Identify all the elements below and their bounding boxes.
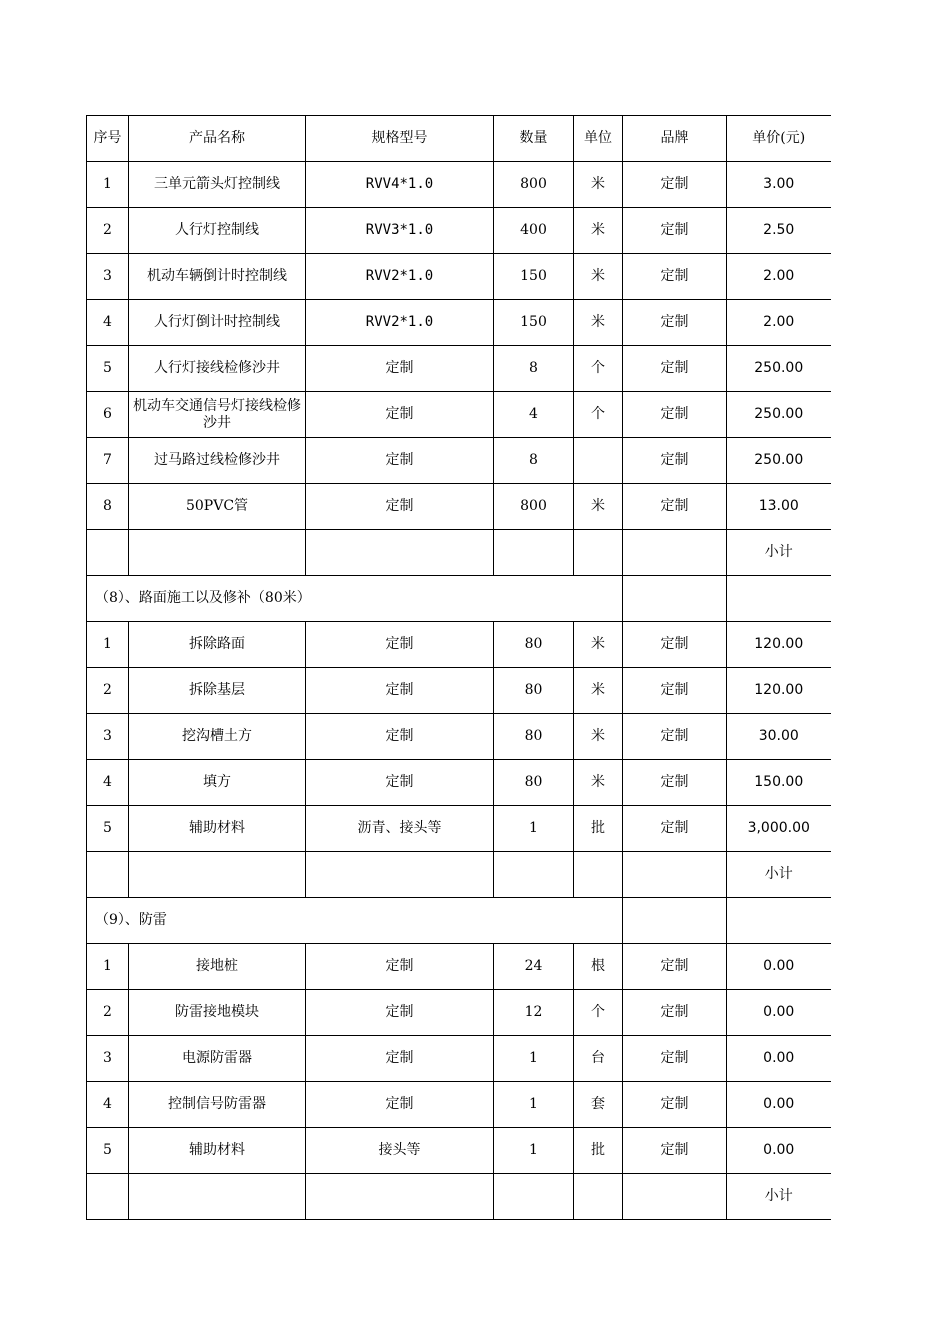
quotation-table <box>86 115 831 1220</box>
row-product-name: 过马路过线检修沙井 <box>129 438 306 484</box>
row-spec: 定制 <box>306 990 494 1036</box>
row-qty: 1 <box>494 806 574 852</box>
row-brand: 定制 <box>623 806 727 852</box>
row-spec: 接头等 <box>306 1128 494 1174</box>
subtotal-label: 小计 <box>727 1174 831 1220</box>
row-seq: 7 <box>87 438 129 484</box>
empty-cell <box>306 530 494 576</box>
table-row <box>87 484 831 530</box>
row-brand: 定制 <box>623 944 727 990</box>
row-qty: 80 <box>494 714 574 760</box>
row-seq: 5 <box>87 806 129 852</box>
empty-cell <box>574 530 623 576</box>
empty-cell <box>574 852 623 898</box>
table-body <box>87 116 831 1220</box>
row-spec: 定制 <box>306 622 494 668</box>
row-brand: 定制 <box>623 162 727 208</box>
row-product-name: 拆除路面 <box>129 622 306 668</box>
section-header-row <box>87 576 831 622</box>
row-spec: RVV2*1.0 <box>306 300 494 346</box>
row-brand: 定制 <box>623 760 727 806</box>
row-price: 0.00 <box>727 944 831 990</box>
header-unit: 单位 <box>574 116 623 162</box>
table-row <box>87 668 831 714</box>
row-seq: 8 <box>87 484 129 530</box>
row-seq: 5 <box>87 346 129 392</box>
table-row <box>87 622 831 668</box>
row-seq: 1 <box>87 162 129 208</box>
empty-cell <box>574 1174 623 1220</box>
row-price: 0.00 <box>727 1128 831 1174</box>
empty-cell <box>623 530 727 576</box>
table-row <box>87 254 831 300</box>
row-product-name: 机动车交通信号灯接线检修沙井 <box>129 392 306 438</box>
row-product-name: 防雷接地模块 <box>129 990 306 1036</box>
table-row <box>87 162 831 208</box>
row-unit: 个 <box>574 990 623 1036</box>
row-product-name: 接地桩 <box>129 944 306 990</box>
row-unit: 根 <box>574 944 623 990</box>
empty-cell <box>87 1174 129 1220</box>
row-unit <box>574 438 623 484</box>
empty-cell <box>727 576 831 622</box>
row-brand: 定制 <box>623 1036 727 1082</box>
subtotal-row <box>87 1174 831 1220</box>
row-seq: 2 <box>87 990 129 1036</box>
empty-cell <box>494 852 574 898</box>
row-spec: 定制 <box>306 392 494 438</box>
row-qty: 4 <box>494 392 574 438</box>
row-qty: 8 <box>494 346 574 392</box>
row-price: 0.00 <box>727 1082 831 1128</box>
row-price: 2.00 <box>727 300 831 346</box>
table-row <box>87 300 831 346</box>
row-price: 250.00 <box>727 438 831 484</box>
row-spec: 定制 <box>306 1036 494 1082</box>
row-product-name: 人行灯倒计时控制线 <box>129 300 306 346</box>
row-brand: 定制 <box>623 622 727 668</box>
row-price: 30.00 <box>727 714 831 760</box>
row-product-name: 挖沟槽土方 <box>129 714 306 760</box>
row-unit: 米 <box>574 622 623 668</box>
row-spec: 定制 <box>306 346 494 392</box>
table-row <box>87 1128 831 1174</box>
row-unit: 米 <box>574 254 623 300</box>
row-brand: 定制 <box>623 254 727 300</box>
header-brand: 品牌 <box>623 116 727 162</box>
row-spec: 定制 <box>306 714 494 760</box>
row-spec: 定制 <box>306 1082 494 1128</box>
empty-cell <box>623 576 727 622</box>
row-qty: 80 <box>494 668 574 714</box>
row-qty: 400 <box>494 208 574 254</box>
row-product-name: 电源防雷器 <box>129 1036 306 1082</box>
row-unit: 个 <box>574 346 623 392</box>
row-price: 0.00 <box>727 990 831 1036</box>
row-price: 120.00 <box>727 622 831 668</box>
row-product-name: 人行灯接线检修沙井 <box>129 346 306 392</box>
row-price: 2.50 <box>727 208 831 254</box>
table-row <box>87 760 831 806</box>
row-spec: RVV4*1.0 <box>306 162 494 208</box>
row-qty: 800 <box>494 484 574 530</box>
row-seq: 4 <box>87 300 129 346</box>
row-product-name: 控制信号防雷器 <box>129 1082 306 1128</box>
row-product-name: 机动车辆倒计时控制线 <box>129 254 306 300</box>
empty-cell <box>727 898 831 944</box>
header-name: 产品名称 <box>129 116 306 162</box>
table-row <box>87 944 831 990</box>
row-qty: 800 <box>494 162 574 208</box>
row-seq: 3 <box>87 714 129 760</box>
row-price: 3.00 <box>727 162 831 208</box>
table-row <box>87 208 831 254</box>
row-qty: 1 <box>494 1128 574 1174</box>
empty-cell <box>129 852 306 898</box>
row-seq: 3 <box>87 254 129 300</box>
row-brand: 定制 <box>623 668 727 714</box>
row-qty: 80 <box>494 760 574 806</box>
row-seq: 4 <box>87 760 129 806</box>
row-seq: 4 <box>87 1082 129 1128</box>
row-brand: 定制 <box>623 438 727 484</box>
row-spec: RVV2*1.0 <box>306 254 494 300</box>
row-price: 0.00 <box>727 1036 831 1082</box>
subtotal-label: 小计 <box>727 852 831 898</box>
empty-cell <box>306 1174 494 1220</box>
empty-cell <box>129 530 306 576</box>
header-qty: 数量 <box>494 116 574 162</box>
row-spec: 定制 <box>306 668 494 714</box>
subtotal-label: 小计 <box>727 530 831 576</box>
row-price: 13.00 <box>727 484 831 530</box>
row-brand: 定制 <box>623 714 727 760</box>
table-row <box>87 806 831 852</box>
header-row <box>87 116 831 162</box>
row-product-name: 人行灯控制线 <box>129 208 306 254</box>
row-brand: 定制 <box>623 300 727 346</box>
row-seq: 3 <box>87 1036 129 1082</box>
header-price: 单价(元) <box>727 116 831 162</box>
empty-cell <box>623 852 727 898</box>
row-unit: 个 <box>574 392 623 438</box>
section-title: （9）、防雷 <box>87 898 623 944</box>
table-row <box>87 1036 831 1082</box>
row-product-name: 辅助材料 <box>129 806 306 852</box>
row-brand: 定制 <box>623 990 727 1036</box>
section-header-row <box>87 898 831 944</box>
header-seq: 序号 <box>87 116 129 162</box>
row-product-name: 拆除基层 <box>129 668 306 714</box>
row-spec: 定制 <box>306 438 494 484</box>
row-product-name: 50PVC管 <box>129 484 306 530</box>
row-unit: 米 <box>574 208 623 254</box>
row-product-name: 辅助材料 <box>129 1128 306 1174</box>
row-spec: 定制 <box>306 760 494 806</box>
header-spec: 规格型号 <box>306 116 494 162</box>
row-qty: 12 <box>494 990 574 1036</box>
row-seq: 6 <box>87 392 129 438</box>
row-seq: 1 <box>87 622 129 668</box>
empty-cell <box>494 1174 574 1220</box>
row-qty: 150 <box>494 300 574 346</box>
empty-cell <box>623 898 727 944</box>
row-qty: 1 <box>494 1036 574 1082</box>
row-price: 2.00 <box>727 254 831 300</box>
row-brand: 定制 <box>623 392 727 438</box>
subtotal-row <box>87 530 831 576</box>
row-brand: 定制 <box>623 1128 727 1174</box>
row-qty: 8 <box>494 438 574 484</box>
row-brand: 定制 <box>623 1082 727 1128</box>
row-unit: 台 <box>574 1036 623 1082</box>
row-spec: RVV3*1.0 <box>306 208 494 254</box>
row-spec: 沥青、接头等 <box>306 806 494 852</box>
row-unit: 米 <box>574 484 623 530</box>
empty-cell <box>623 1174 727 1220</box>
row-unit: 米 <box>574 760 623 806</box>
row-qty: 1 <box>494 1082 574 1128</box>
row-unit: 批 <box>574 806 623 852</box>
empty-cell <box>494 530 574 576</box>
empty-cell <box>87 852 129 898</box>
row-price: 120.00 <box>727 668 831 714</box>
row-spec: 定制 <box>306 484 494 530</box>
row-brand: 定制 <box>623 346 727 392</box>
row-qty: 150 <box>494 254 574 300</box>
row-price: 250.00 <box>727 346 831 392</box>
table-row <box>87 392 831 438</box>
row-unit: 米 <box>574 300 623 346</box>
row-unit: 米 <box>574 714 623 760</box>
table-row <box>87 714 831 760</box>
empty-cell <box>129 1174 306 1220</box>
table-row <box>87 438 831 484</box>
row-product-name: 填方 <box>129 760 306 806</box>
section-title: （8）、路面施工以及修补（80米） <box>87 576 623 622</box>
empty-cell <box>306 852 494 898</box>
row-qty: 24 <box>494 944 574 990</box>
row-seq: 5 <box>87 1128 129 1174</box>
row-seq: 2 <box>87 668 129 714</box>
row-spec: 定制 <box>306 944 494 990</box>
row-price: 150.00 <box>727 760 831 806</box>
row-unit: 米 <box>574 668 623 714</box>
subtotal-row <box>87 852 831 898</box>
row-brand: 定制 <box>623 484 727 530</box>
row-seq: 2 <box>87 208 129 254</box>
row-price: 3,000.00 <box>727 806 831 852</box>
row-price: 250.00 <box>727 392 831 438</box>
row-unit: 套 <box>574 1082 623 1128</box>
table-row <box>87 346 831 392</box>
row-seq: 1 <box>87 944 129 990</box>
row-unit: 批 <box>574 1128 623 1174</box>
table-row <box>87 1082 831 1128</box>
row-unit: 米 <box>574 162 623 208</box>
empty-cell <box>87 530 129 576</box>
row-qty: 80 <box>494 622 574 668</box>
row-brand: 定制 <box>623 208 727 254</box>
row-product-name: 三单元箭头灯控制线 <box>129 162 306 208</box>
table-row <box>87 990 831 1036</box>
